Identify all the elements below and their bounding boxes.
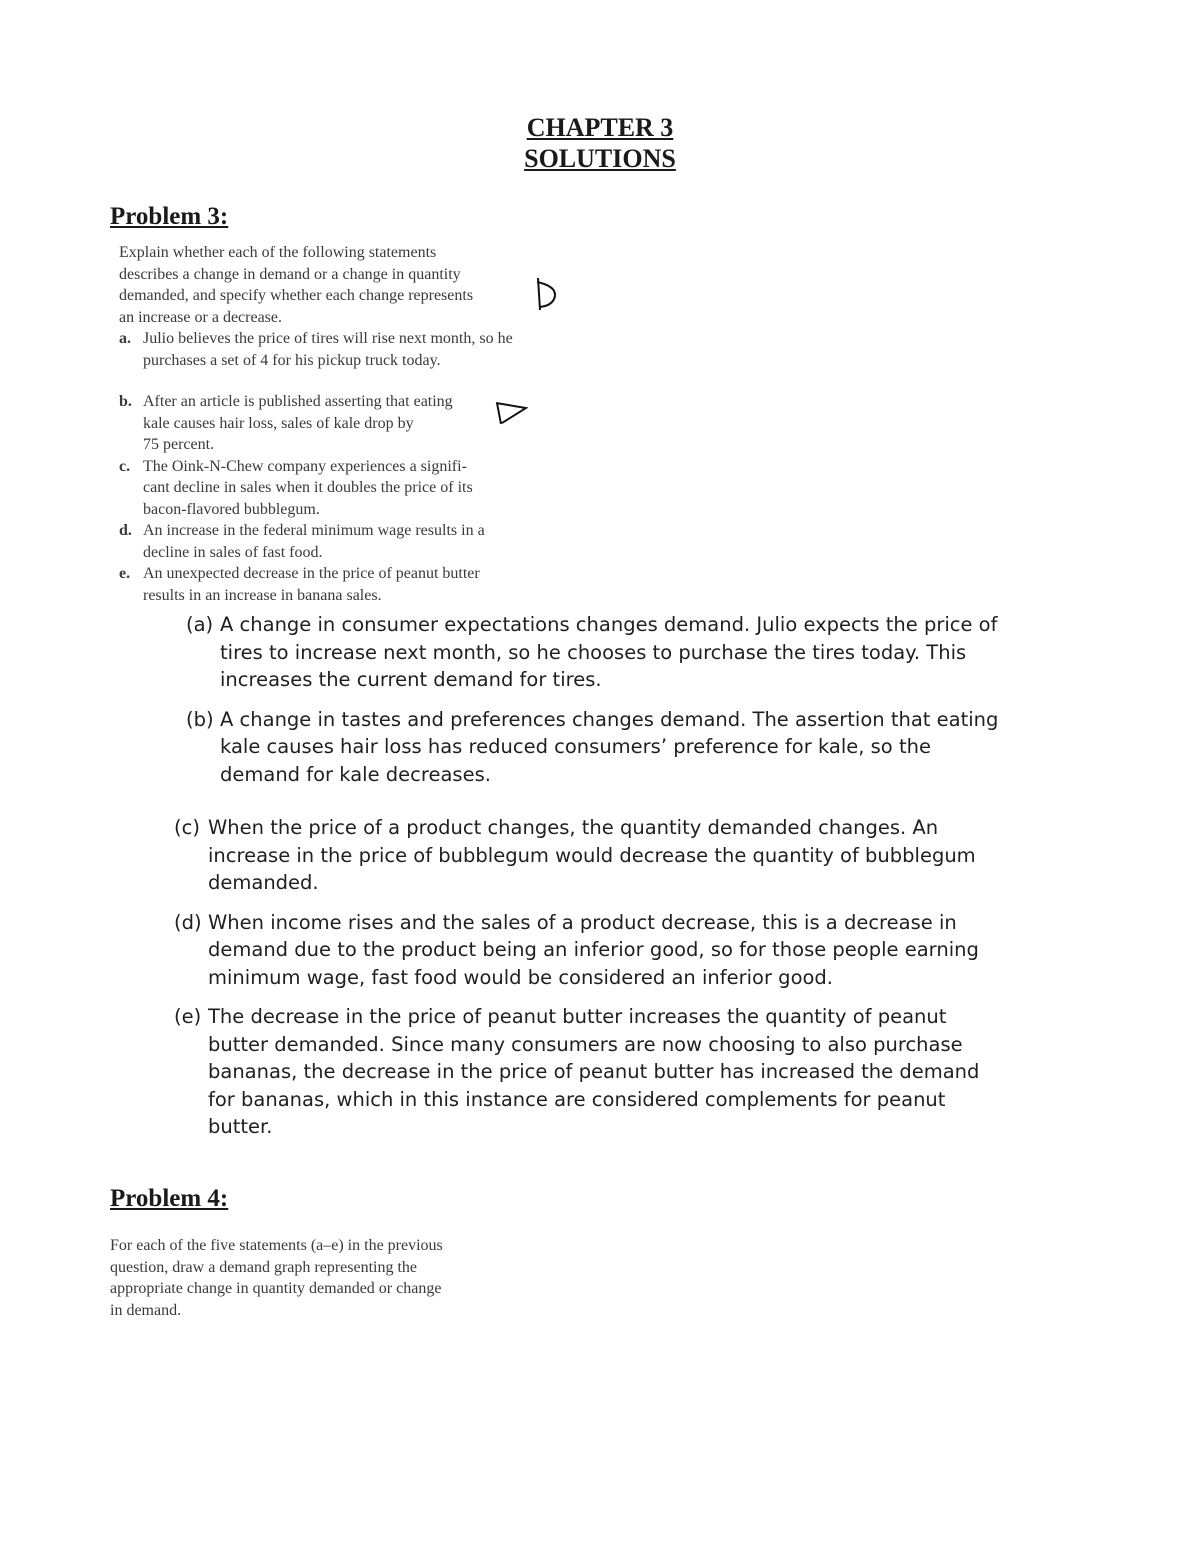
problem-3-intro (119, 242, 513, 328)
statement-line: After an article is published asserting that eating (143, 393, 453, 410)
statement-line: cant decline in sales when it doubles the price of its (143, 479, 473, 496)
answer-e (174, 1003, 979, 1141)
answer-a (186, 611, 998, 694)
answer-b (186, 706, 998, 789)
intro-line: appropriate change in quantity demanded or change (110, 1280, 442, 1297)
handwritten-triangle-mark (492, 400, 528, 426)
chapter-title: CHAPTER 3 (526, 113, 674, 142)
intro-line: question, draw a demand graph representing the (110, 1258, 418, 1276)
answer-label: (a) (186, 613, 214, 636)
answer-block-ab (186, 611, 998, 788)
answer-c (174, 814, 979, 897)
answer-block-cde (174, 814, 979, 1141)
answer-line: A change in tastes and preferences changes demand. The assertion that eating (220, 707, 999, 731)
answer-label: (d) (174, 910, 202, 934)
problem-4-heading: Problem 4: (110, 1185, 229, 1212)
answer-line: tires to increase next month, so he chooses to purchase the tires today. This (220, 640, 967, 664)
statement-label: d. (119, 522, 132, 539)
solutions-title: SOLUTIONS (524, 144, 676, 173)
intro-line: Explain whether each of the following statements (119, 244, 437, 261)
statement-line: An unexpected decrease in the price of peanut butter (143, 565, 480, 582)
answer-line: minimum wage, fast food would be considered an inferior good. (208, 965, 833, 989)
statement-line: purchases a set of 4 for his pickup truck today. (143, 351, 441, 369)
answer-line: bananas, the decrease in the price of peanut butter has increased the demand (208, 1060, 980, 1083)
problem-4-statement (110, 1235, 443, 1321)
answer-d (174, 909, 979, 992)
answer-line: butter. (208, 1115, 273, 1138)
answer-line: demanded. (208, 871, 319, 894)
answer-line: When the price of a product changes, the quantity demanded changes. An (208, 816, 939, 839)
problem-3-heading: Problem 3: (110, 203, 229, 230)
answer-line: demand for kale decreases. (220, 762, 491, 786)
statement-line: Julio believes the price of tires will rise next month, so he (143, 330, 513, 347)
answer-line: butter demanded. Since many consumers are now choosing to also purchase (208, 1032, 963, 1056)
intro-line: demanded, and specify whether each change represents (119, 287, 474, 304)
statement-label: b. (119, 393, 132, 410)
statement-a (119, 328, 513, 371)
statement-c (119, 456, 513, 521)
page-title (0, 112, 1200, 174)
statement-e (119, 563, 513, 606)
statement-label: a. (119, 330, 131, 347)
statement-line: The Oink-N-Chew company experiences a signifi- (143, 457, 467, 475)
intro-line: For each of the five statements (a–e) in the previous (110, 1237, 443, 1254)
statement-line: results in an increase in banana sales. (143, 586, 382, 604)
answer-line: for bananas, which in this instance are considered complements for peanut (208, 1087, 946, 1111)
statement-label: c. (119, 457, 131, 475)
answer-label: (c) (174, 816, 200, 839)
statement-line: kale causes hair loss, sales of kale drop by (143, 414, 414, 432)
intro-line: in demand. (110, 1301, 182, 1319)
answer-label: (e) (174, 1005, 202, 1028)
statement-line: bacon-flavored bubblegum. (143, 500, 320, 518)
answer-label: (b) (186, 707, 214, 731)
intro-line: describes a change in demand or a change in quantity (119, 265, 461, 283)
statement-line: 75 percent. (143, 436, 215, 453)
problem-3-statement (119, 242, 513, 606)
statement-line: decline in sales of fast food. (143, 543, 323, 561)
statement-b (119, 391, 513, 456)
answer-line: A change in consumer expectations changes demand. Julio expects the price of (220, 613, 998, 636)
answer-line: When income rises and the sales of a product decrease, this is a decrease in (208, 910, 957, 934)
answer-line: demand due to the product being an inferior good, so for those people earning (208, 938, 979, 961)
answer-line: The decrease in the price of peanut butter increases the quantity of peanut (208, 1005, 947, 1028)
answer-line: increases the current demand for tires. (220, 668, 602, 691)
answer-line: kale causes hair loss has reduced consumers’ preference for kale, so the (220, 735, 931, 758)
statement-label: e. (119, 565, 131, 582)
answer-line: increase in the price of bubblegum would decrease the quantity of bubblegum (208, 843, 976, 867)
intro-line: an increase or a decrease. (119, 308, 282, 326)
handwritten-d-mark (534, 276, 560, 312)
statement-d (119, 520, 513, 563)
statement-line: An increase in the federal minimum wage results in a (143, 522, 485, 539)
